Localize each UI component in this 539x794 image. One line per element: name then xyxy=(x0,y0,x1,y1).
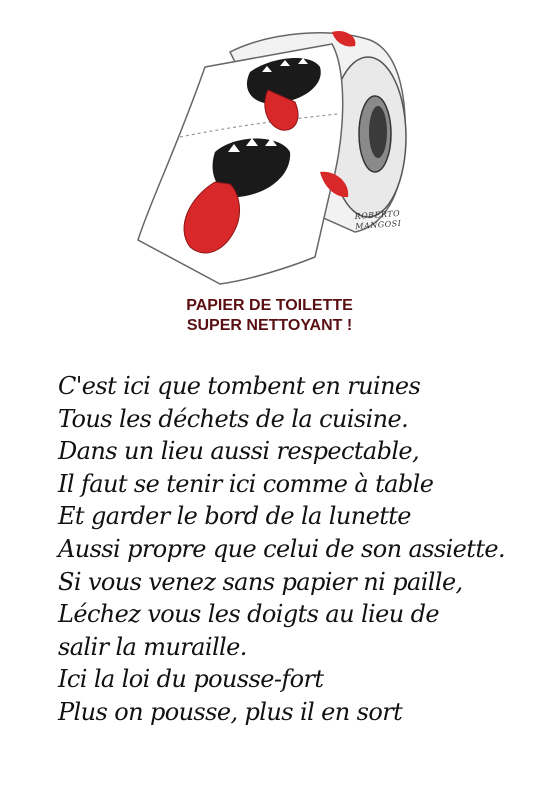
poem-line: C'est ici que tombent en ruines xyxy=(58,372,421,400)
toilet-paper-illustration xyxy=(120,22,420,287)
poem xyxy=(58,370,528,729)
poem-line: Il faut se tenir ici comme à table xyxy=(58,469,434,498)
signature-first-name: ROBERTO xyxy=(354,208,401,222)
title-line-1: PAPIER DE TOILETTE xyxy=(186,297,353,314)
poem-line: Ici la loi du pousse-fort xyxy=(58,665,324,694)
poem-line: Aussi propre que celui de son assiette. xyxy=(58,534,506,563)
artist-signature xyxy=(354,208,415,232)
poem-line: Plus on pousse, plus il en sort xyxy=(58,697,403,726)
title-line-2: SUPER NETTOYANT ! xyxy=(186,317,353,334)
toilet-paper-roll-drawing xyxy=(120,22,420,287)
page-title xyxy=(0,296,539,336)
poem-line: Léchez vous les doigts au lieu de xyxy=(58,600,439,629)
poem-line: Tous les déchets de la cuisine. xyxy=(58,404,409,433)
poem-line: Et garder le bord de la lunette xyxy=(58,502,411,531)
roll-hole xyxy=(369,106,387,158)
poem-line: Dans un lieu aussi respectable, xyxy=(58,437,420,466)
signature-last-name: MANGOSI xyxy=(355,218,402,232)
poem-line: salir la muraille. xyxy=(58,632,247,661)
poem-line: Si vous venez sans papier ni paille, xyxy=(58,567,463,596)
